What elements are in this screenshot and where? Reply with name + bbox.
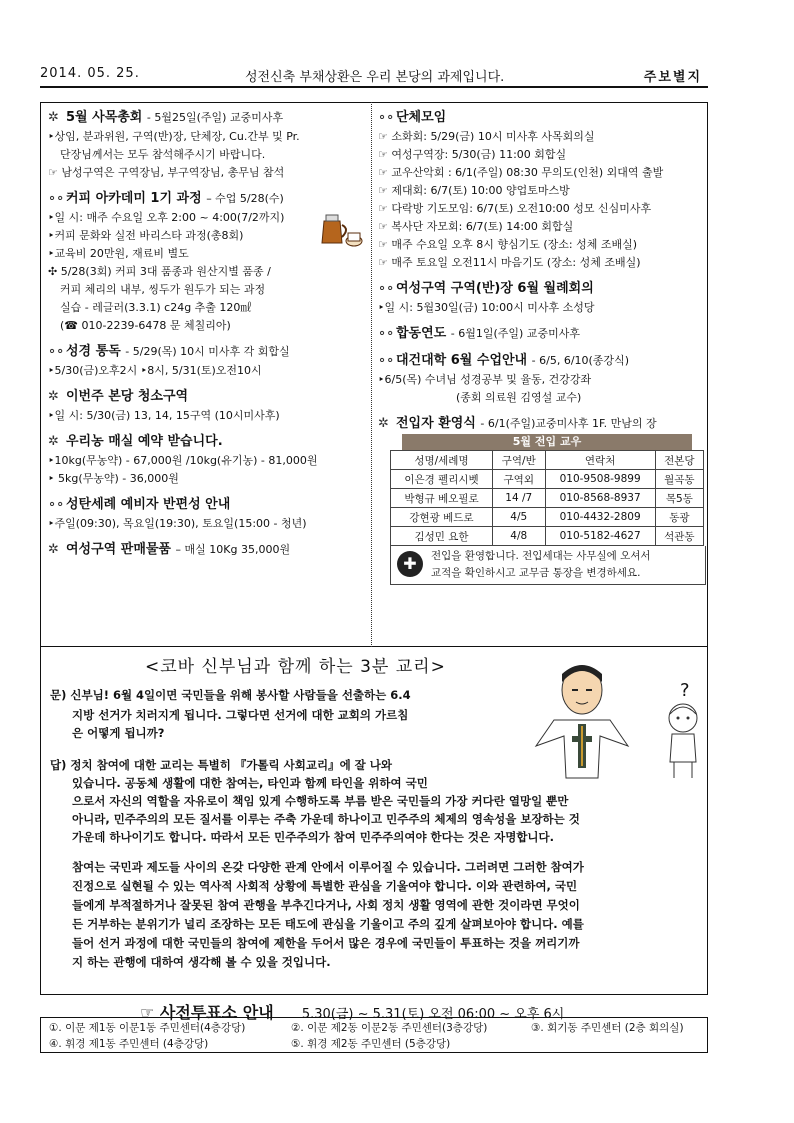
star-icon: ✲ xyxy=(378,416,389,431)
star-icon: ✲ xyxy=(48,389,59,404)
star-icon: ✲ xyxy=(48,110,59,125)
bible-sub: - 5/29(목) 10시 미사후 각 회합실 xyxy=(125,345,290,358)
dots-icon: ∘∘ xyxy=(378,110,395,125)
newcomer-banner: 5월 전입 교우 xyxy=(402,434,692,450)
welcome-section xyxy=(378,414,704,585)
list-item: ☞ 매주 수요일 오후 8시 향심기도 (장소: 성체 조배실) xyxy=(378,238,638,251)
welcome-sub: - 6/1(주일)교중미사후 1F. 만남의 장 xyxy=(480,417,657,430)
list-item: ☞ 여성구역장: 5/30(금) 11:00 회합실 xyxy=(378,148,567,161)
location-item: ①. 이문 제1동 이문1동 주민센터(4층강당) xyxy=(49,1022,246,1034)
cleaning-title: 이번주 본당 청소구역 xyxy=(66,389,189,404)
list-item: ☞ 소화회: 5/29(금) 10시 미사후 사목회의실 xyxy=(378,130,595,143)
list-item: ‣6/5(목) 수녀님 성경공부 및 율동, 건강강좌 xyxy=(378,373,592,386)
answer-line: 아니라, 민주주의의 모든 질서를 이루는 주축 가운데 하나이고 민주주의 체제의 영속성을 보장하는 것 xyxy=(72,812,580,826)
list-item: ☞ 복사단 자모회: 6/7(토) 14:00 회합실 xyxy=(378,220,574,233)
paragraph-line: 들어 선거 과정에 대한 국민들의 참여에 제한을 두어서 많은 경우에 국민들이 투표하는 것을 꺼리기까 xyxy=(72,936,580,950)
location-item: ⑤. 휘경 제2동 주민센터 (5층강당) xyxy=(291,1038,451,1050)
dots-icon: ∘∘ xyxy=(48,191,65,206)
lecture-section xyxy=(378,351,704,407)
column-header: 구역/반 xyxy=(492,451,545,470)
tagline: 성전신축 부채상환은 우리 본당의 과제입니다. xyxy=(245,70,505,85)
bible-title: 성경 통독 xyxy=(66,344,121,359)
catechism-title: <코바 신부님과 함께 하는 3분 교리> xyxy=(145,657,446,677)
baptism-section xyxy=(48,495,366,533)
bible-section xyxy=(48,342,366,380)
table-cell: 박형규 베오필로 xyxy=(391,489,493,508)
united-sub: - 6월1일(주일) 교중미사후 xyxy=(450,327,580,340)
notice-line: 교적을 확인하시고 교무금 통장을 변경하세요. xyxy=(431,567,641,579)
issue-date: 2014. 05. 25. xyxy=(40,66,140,81)
coffee-title: 커피 아카데미 1기 과정 xyxy=(66,191,202,206)
groups-section xyxy=(378,108,704,272)
list-item: ☞ 매주 토요일 오전11시 마음기도 (장소: 성체 조배실) xyxy=(378,256,641,269)
priest-illustration xyxy=(532,660,632,780)
list-item: (☎ 010-2239-6478 문 체칠리아) xyxy=(60,319,231,332)
location-item: ②. 이문 제2동 이문2동 주민센터(3층강당) xyxy=(291,1022,488,1034)
table-header-row xyxy=(391,451,704,470)
rice-title: 우리농 매실 예약 받습니다. xyxy=(66,434,223,449)
paragraph-line: 지 하는 관행에 대하여 생각해 볼 수 있을 것입니다. xyxy=(72,955,331,969)
page-header xyxy=(40,64,708,88)
paragraph-line: 진정으로 실현될 수 있는 역사적 사회적 상황에 특별한 관심을 기울여야 합니다. 이와 관련하여, 국민 xyxy=(72,879,578,893)
table-cell: 010-9508-9899 xyxy=(545,470,655,489)
dots-icon: ∘∘ xyxy=(378,326,395,341)
table-cell: 010-8568-8937 xyxy=(545,489,655,508)
list-item: ‣상임, 분과위원, 구역(반)장, 단체장, Cu.간부 및 Pr. xyxy=(48,130,300,143)
table-row xyxy=(391,527,704,546)
list-item: ‣주일(09:30), 목요일(19:30), 토요일(15:00 - 청년) xyxy=(48,517,307,530)
column-divider xyxy=(371,102,372,647)
paragraph-line: 들에게 부적절하거나 잘못된 참여 관행을 부추긴다거나, 사회 정치 생활 영역에 관한 것이라면 무엇이 xyxy=(72,898,580,912)
list-item: 실습 - 레글러(3.3.1) c24g 추출 120㎖ xyxy=(60,301,252,314)
column-header: 성명/세례명 xyxy=(391,451,493,470)
list-item: ‣교육비 20만원, 재료비 별도 xyxy=(48,247,189,260)
table-row xyxy=(391,489,704,508)
question-mark-icon: ? xyxy=(680,680,690,701)
list-item: 단장님께서는 모두 참석해주시기 바랍니다. xyxy=(60,148,266,161)
right-column xyxy=(378,108,704,592)
sale-sub: – 매실 10Kg 35,000원 xyxy=(175,543,291,556)
list-item: ☞ 남성구역은 구역장님, 부구역장님, 총무님 참석 xyxy=(48,166,285,179)
publication-title: 주보별지 xyxy=(643,70,702,85)
list-item: ‣5/30(금)오후2시 ‣8시, 5/31(토)오전10시 xyxy=(48,364,262,377)
women-section xyxy=(378,279,704,317)
lecture-sub: - 6/5, 6/10(종강식) xyxy=(531,354,629,367)
table-cell: 목5동 xyxy=(655,489,703,508)
list-item: ☞ 다락방 기도모임: 6/7(토) 오전10:00 성모 신심미사후 xyxy=(378,202,652,215)
dots-icon: ∘∘ xyxy=(378,281,395,296)
answer-line: 있습니다. 공동체 생활에 대한 참여는, 타인과 함께 타인을 위하여 국민 xyxy=(72,776,428,790)
paragraph-line: 참여는 국민과 제도들 사이의 온갖 다양한 관계 안에서 이루어질 수 있습니다. 그러려면 그러한 참여가 xyxy=(72,860,584,874)
newcomer-table xyxy=(390,450,704,546)
table-cell: 월곡동 xyxy=(655,470,703,489)
cross-icon: ✚ xyxy=(397,551,423,577)
left-column xyxy=(48,108,366,567)
cleaning-section xyxy=(48,387,366,425)
star-icon: ✲ xyxy=(48,542,59,557)
answer-line: 가운데 하나이기도 합니다. 따라서 모든 민주주의가 참여 민주주의여야 한다는 것은 자명합니다. xyxy=(72,830,555,844)
table-row xyxy=(391,470,704,489)
coffee-sub: – 수업 5/28(수) xyxy=(206,192,284,205)
list-item: ✣ 5/28(3회) 커피 3대 품종과 원산지별 품종 / xyxy=(48,265,271,278)
star-icon: ✲ xyxy=(48,434,59,449)
women-title: 여성구역 구역(반)장 6월 월례회의 xyxy=(396,281,594,296)
table-row xyxy=(391,508,704,527)
paragraph-line: 든 거부하는 분위기가 널리 조장하는 모든 태도에 관심을 기울이고 주의 깊게 살펴보아야 합니다. 예를 xyxy=(72,917,584,931)
meeting-sub: - 5월25일(주일) 교중미사후 xyxy=(146,111,284,124)
table-cell: 김성민 요한 xyxy=(391,527,493,546)
answer-line: 으로서 자신의 역할을 자유로이 책임 있게 수행하도록 부름 받은 국민들의 가장 커다란 열망일 뿐만 xyxy=(72,794,569,808)
list-item: ‣ 5kg(무농약) - 36,000원 xyxy=(48,472,179,485)
child-illustration xyxy=(660,700,706,780)
notice-line: 전입을 환영합니다. 전입세대는 사무실에 오셔서 xyxy=(431,550,651,562)
pre-voting-time: 5.30(금) ~ 5.31(토) 오전 06:00 ~ 오후 6시 xyxy=(301,1007,565,1022)
united-title: 합동연도 xyxy=(396,326,447,341)
list-item: (종회 의료원 김영설 교수) xyxy=(456,391,582,404)
question-line: 은 어떻게 됩니까? xyxy=(72,726,165,740)
sale-title: 여성구역 판매물품 xyxy=(66,542,171,557)
table-cell: 강현광 베드로 xyxy=(391,508,493,527)
list-item: 커피 체리의 내부, 씽두가 원두가 되는 과정 xyxy=(60,283,266,296)
table-cell: 4/5 xyxy=(492,508,545,527)
table-cell: 석관동 xyxy=(655,527,703,546)
pre-voting-label: ☞ 사전투표소 안내 xyxy=(140,1003,274,1022)
location-item: ④. 휘경 제1동 주민센터 (4층강당) xyxy=(49,1038,209,1050)
table-cell: 010-5182-4627 xyxy=(545,527,655,546)
list-item: ‣일 시: 5월30일(금) 10:00시 미사후 소성당 xyxy=(378,301,595,314)
list-item: ☞ 제대회: 6/7(토) 10:00 양업토마스방 xyxy=(378,184,570,197)
welcome-notice xyxy=(390,546,706,585)
answer-line: 답) 정치 참여에 대한 교리는 특별히 『가톨릭 사회교리』에 잘 나와 xyxy=(50,758,393,772)
list-item: ‣일 시: 5/30(금) 13, 14, 15구역 (10시미사후) xyxy=(48,409,280,422)
table-cell: 구역외 xyxy=(492,470,545,489)
column-header: 연락처 xyxy=(545,451,655,470)
dots-icon: ∘∘ xyxy=(378,353,395,368)
table-cell: 010-4432-2809 xyxy=(545,508,655,527)
question-line: 문) 신부님! 6월 4일이면 국민들을 위해 봉사할 사람들을 선출하는 6.4 xyxy=(50,688,411,702)
list-item: ‣10kg(무농약) - 67,000원 /10kg(유기농) - 81,000원 xyxy=(48,454,318,467)
list-item: ‣커피 문화와 실전 바리스타 과정(총8회) xyxy=(48,229,244,242)
table-cell: 이은경 펠리시벳 xyxy=(391,470,493,489)
dots-icon: ∘∘ xyxy=(48,497,65,512)
united-section xyxy=(378,324,704,344)
welcome-title: 전입자 환영식 xyxy=(396,416,476,431)
lecture-title: 대건대학 6월 수업안내 xyxy=(396,353,528,368)
list-item: ☞ 교우산악회 : 6/1(주일) 08:30 무의도(인천) 외대역 출발 xyxy=(378,166,664,179)
table-cell: 4/8 xyxy=(492,527,545,546)
meeting-section xyxy=(48,108,366,182)
dots-icon: ∘∘ xyxy=(48,344,65,359)
location-item: ③. 회기동 주민센터 (2층 회의실) xyxy=(531,1022,684,1034)
question-line: 지방 선거가 치러지게 됩니다. 그렇다면 선거에 대한 교회의 가르침 xyxy=(72,708,409,722)
coffee-section xyxy=(48,189,366,335)
baptism-title: 성탄세례 예비자 반편성 안내 xyxy=(66,497,231,512)
rice-section xyxy=(48,432,366,488)
table-cell: 14 /7 xyxy=(492,489,545,508)
sale-section xyxy=(48,540,366,560)
column-header: 전본당 xyxy=(655,451,703,470)
voting-locations xyxy=(40,1017,708,1053)
coffee-pot-icon xyxy=(318,209,364,249)
list-item: ‣일 시: 매주 수요일 오후 2:00 ~ 4:00(7/2까지) xyxy=(48,211,285,224)
meeting-title: 5월 사목총회 xyxy=(66,110,143,125)
groups-title: 단체모임 xyxy=(396,110,447,125)
table-cell: 동광 xyxy=(655,508,703,527)
